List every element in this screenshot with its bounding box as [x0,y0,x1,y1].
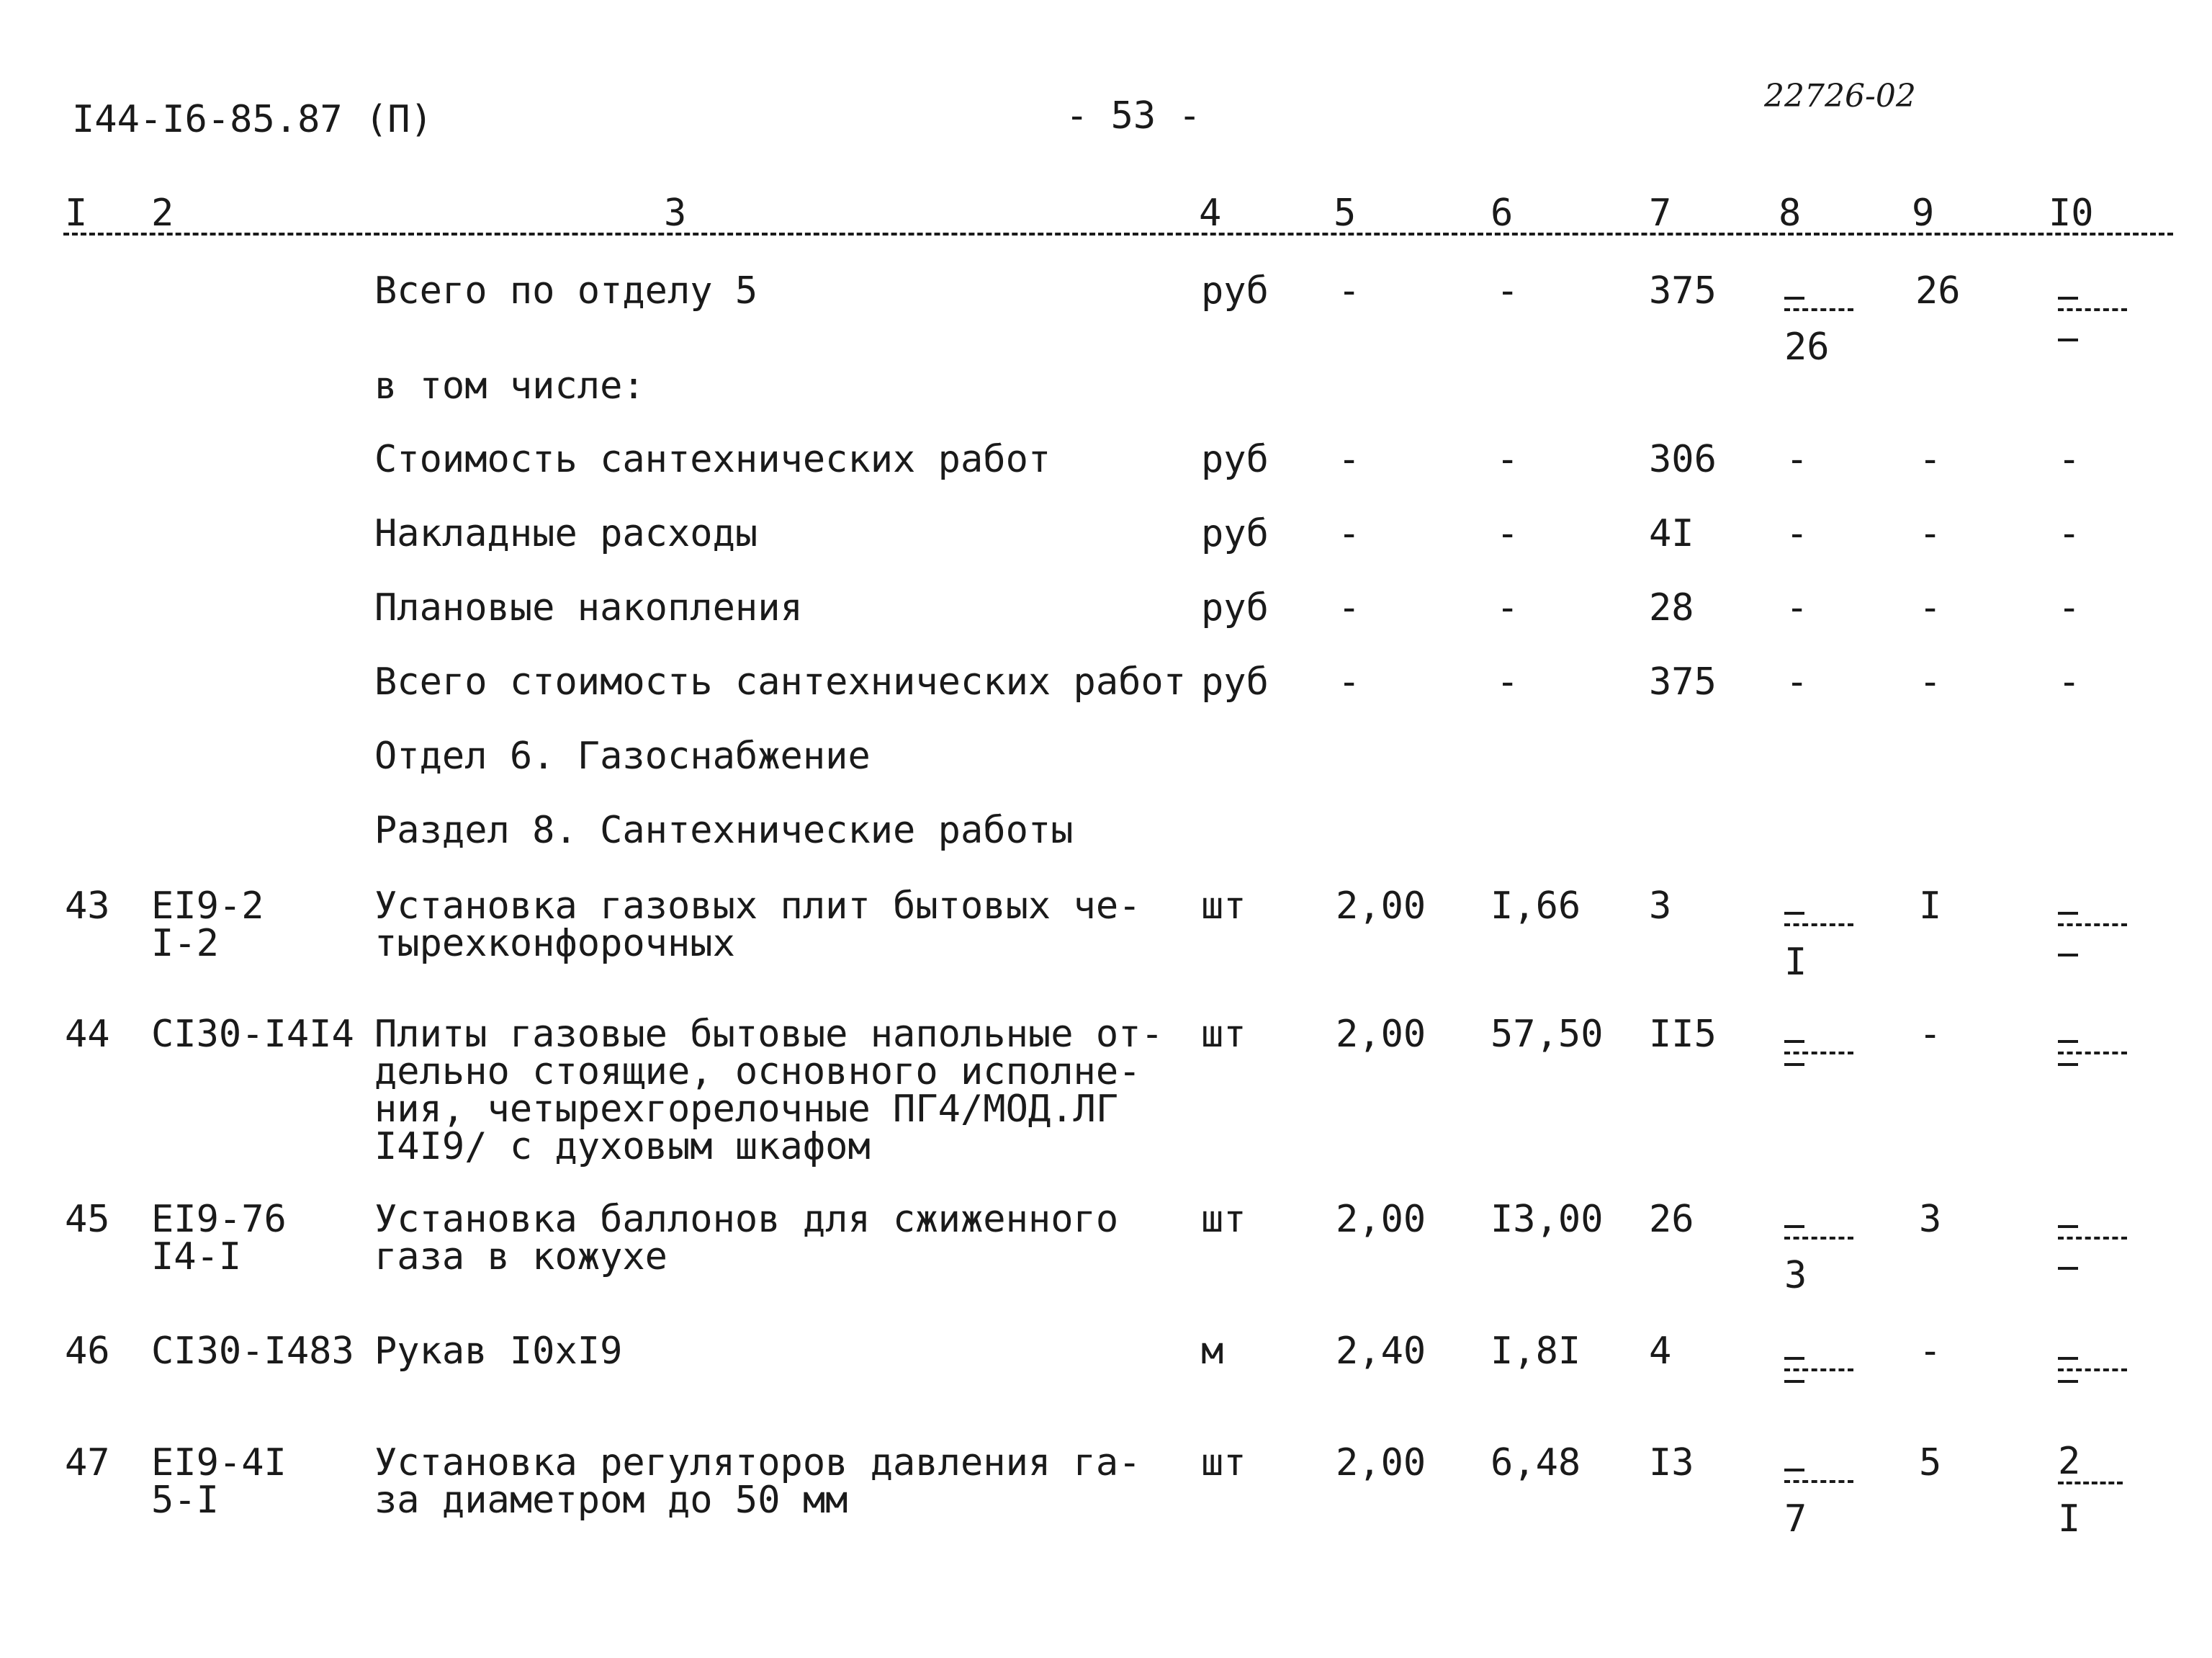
breakdown-col6: - [1496,586,1519,629]
total-col8-fraction [1784,272,1863,369]
item-col10-dashes [2058,1016,2137,1102]
column-header-6: 6 [1491,192,1514,235]
breakdown-label: Накладные расходы [374,512,758,555]
item-number: 43 [65,884,110,928]
header-divider [63,233,2173,236]
item-col10-fraction [2058,1201,2137,1287]
breakdown-col5: - [1338,512,1361,555]
total-unit: руб [1201,269,1269,313]
column-header-4: 4 [1199,192,1222,235]
item-unit: шт [1201,884,1246,928]
item-quantity: 2,00 [1336,1198,1426,1241]
item-quantity: 2,40 [1336,1330,1426,1373]
breakdown-label: Плановые накопления [374,586,803,629]
item-unit: шт [1201,1198,1246,1241]
item-code: CI30-I4I4 [151,1013,354,1056]
breakdown-col7: 4I [1649,512,1694,555]
total-col5: - [1338,269,1361,313]
column-header-1: I [65,192,88,235]
item-col8-fraction [1784,887,1863,984]
breakdown-col7: 306 [1649,438,1717,481]
item-col8-fraction [1784,1444,1863,1541]
breakdown-col8: - [1786,438,1809,481]
item-description: Установка баллонов для сжиженного газа в кожухе [374,1198,1119,1278]
item-unit: шт [1201,1441,1246,1484]
breakdown-col8: - [1786,660,1809,704]
item-code: EI9-4I 5-I [151,1441,287,1522]
breakdown-col10: - [2058,512,2081,555]
handwritten-stamp: 22726-02 [1764,78,1916,115]
breakdown-col10: - [2058,586,2081,629]
breakdown-col9: - [1919,512,1942,555]
item-number: 44 [65,1013,110,1056]
total-col10-fraction [2058,272,2137,359]
breakdown-col7: 28 [1649,586,1694,629]
item-total: II5 [1649,1013,1717,1056]
breakdown-col10: - [2058,660,2081,704]
page-number: - 53 - [1066,94,1201,138]
item-col9: - [1919,1330,1942,1373]
item-col8-dashes [1784,1016,1863,1102]
item-col8-denominator: 7 [1784,1497,1807,1541]
total-col7: 375 [1649,269,1717,313]
item-code: EI9-2 I-2 [151,884,264,965]
item-description: Рукав I0xI9 [374,1330,623,1373]
item-col9: I [1919,884,1942,928]
item-col9: - [1919,1013,1942,1056]
breakdown-col8: - [1786,586,1809,629]
item-col8-denominator: I [1784,941,1807,984]
breakdown-col10: - [2058,438,2081,481]
item-code: EI9-76 I4-I [151,1198,287,1278]
item-total: 26 [1649,1198,1694,1241]
item-unit-price: I,8I [1491,1330,1581,1373]
breakdown-unit: руб [1201,586,1269,629]
column-header-8: 8 [1779,192,1802,235]
item-unit: шт [1201,1013,1246,1056]
breakdown-col7: 375 [1649,660,1717,704]
item-col9: 5 [1919,1441,1942,1484]
breakdown-col9: - [1919,438,1942,481]
item-col10-bar [2058,1482,2123,1484]
item-unit-price: 6,48 [1491,1441,1581,1484]
item-col10-denominator-dash [2058,954,2078,956]
breakdown-unit: руб [1201,660,1269,704]
item-code: CI30-I483 [151,1330,354,1373]
item-col10-dashes [2058,1332,2137,1419]
subsection-heading: Раздел 8. Сантехнические работы [374,809,1074,852]
breakdown-col5: - [1338,586,1361,629]
column-header-3: 3 [664,192,687,235]
breakdown-col6: - [1496,438,1519,481]
item-unit-price: 57,50 [1491,1013,1604,1056]
total-col10-denominator-dash [2058,339,2078,341]
section-heading: Отдел 6. Газоснабжение [374,735,871,778]
item-number: 45 [65,1198,110,1241]
breakdown-col6: - [1496,512,1519,555]
column-header-9: 9 [1912,192,1935,235]
breakdown-col6: - [1496,660,1519,704]
item-unit-price: I3,00 [1491,1198,1604,1241]
breakdown-col8: - [1786,512,1809,555]
including-label: в том числе: [374,364,645,408]
item-total: 3 [1649,884,1672,928]
item-col10-fraction [2058,887,2137,974]
breakdown-label: Всего стоимость сантехнических работ [374,660,1187,704]
item-unit: м [1201,1330,1224,1373]
item-col9: 3 [1919,1198,1942,1241]
item-total: I3 [1649,1441,1694,1484]
item-quantity: 2,00 [1336,884,1426,928]
item-quantity: 2,00 [1336,1441,1426,1484]
item-col10-denominator: I [2058,1497,2081,1541]
breakdown-unit: руб [1201,512,1269,555]
breakdown-col5: - [1338,438,1361,481]
item-description: Установка регуляторов давления га- за диаметром до 50 мм [374,1441,1141,1522]
document-code: I44-I6-85.87 (П) [72,98,433,141]
column-header-5: 5 [1334,192,1357,235]
breakdown-col9: - [1919,586,1942,629]
breakdown-col9: - [1919,660,1942,704]
total-col6: - [1496,269,1519,313]
item-description: Установка газовых плит бытовых че- тырехконфорочных [374,884,1141,965]
item-number: 47 [65,1441,110,1484]
total-col9: 26 [1915,269,1961,313]
column-header-10: I0 [2049,192,2094,235]
item-unit-price: I,66 [1491,884,1581,928]
total-col8-denominator: 26 [1784,326,1830,369]
item-col10-numerator: 2 [2058,1440,2081,1483]
breakdown-unit: руб [1201,438,1269,481]
item-total: 4 [1649,1330,1672,1373]
breakdown-label: Стоимость сантехнических работ [374,438,1051,481]
item-col8-denominator: 3 [1784,1254,1807,1297]
item-quantity: 2,00 [1336,1013,1426,1056]
column-header-7: 7 [1649,192,1672,235]
item-col10-denominator-dash [2058,1267,2078,1270]
breakdown-col5: - [1338,660,1361,704]
column-header-2: 2 [151,192,174,235]
item-col8-dashes [1784,1332,1863,1419]
item-description: Плиты газовые бытовые напольные от- дельно стоящие, основного исполне- ния, четырехгорелочные ПГ4/МОД.ЛГ I4I9/ с духовым шкафом [374,1013,1164,1168]
item-number: 46 [65,1330,110,1373]
item-col10-fraction [2058,1440,2137,1541]
total-label: Всего по отделу 5 [374,269,758,313]
item-col8-fraction [1784,1201,1863,1297]
